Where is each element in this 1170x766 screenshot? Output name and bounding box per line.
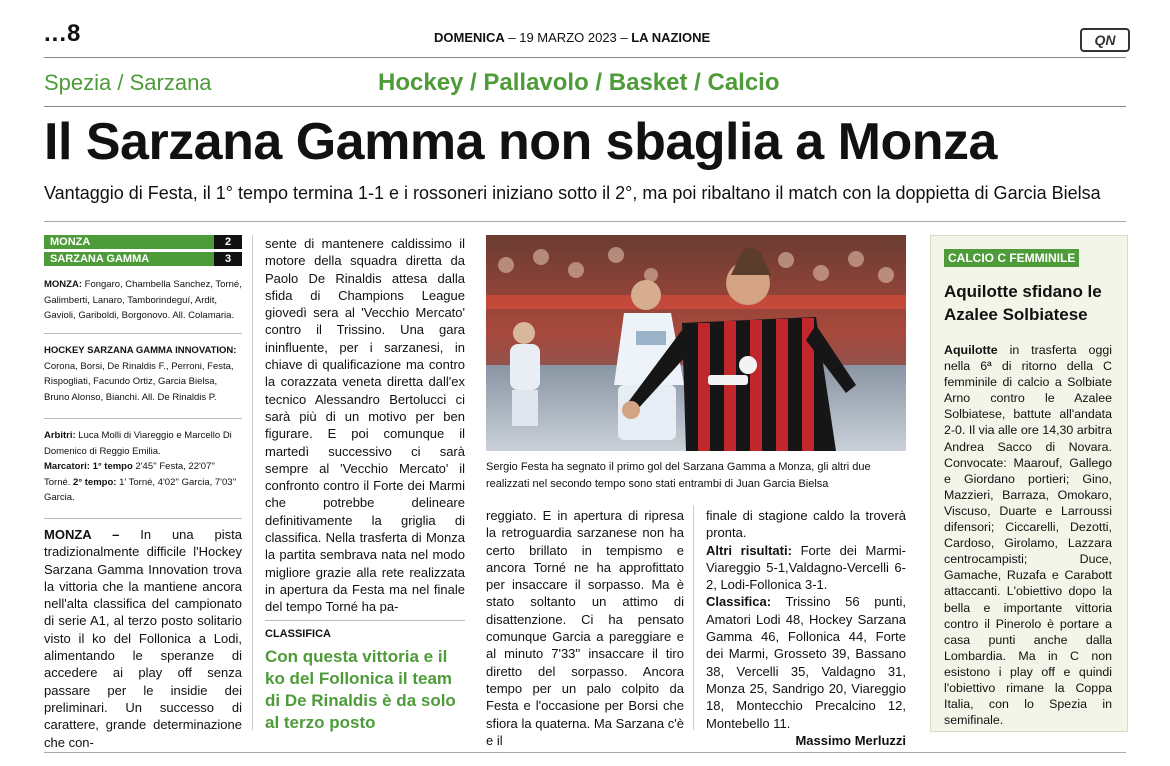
article-col-1-text: In una pista tradizionalmente difficile l'Hockey Sarzana Gamma Innovation trova la vittoria che la mantiene ancora nell'alta classifica del campionato di serie A1, al terzo posto solitario visto il ko del Follonica a Lodi, alimentando le speranze di accedere ai play off senza passare per le insidie dei preliminari. Un successo di carattere, grande determinazione che con- xyxy=(44,527,242,750)
monza-lineup-text: Fongaro, Chambella Sanchez, Torné, Galimberti, Lanaro, Tamborindeguí, Ardit, Gavioli, Gariboldi, Borgonovo. All. Colamaria. xyxy=(44,279,242,321)
divider xyxy=(44,418,242,419)
monza-lineup-label: MONZA: xyxy=(44,279,82,290)
marcatori-second: 1' Torné, 4'02'' Garcia, 7'03'' Garcia. xyxy=(44,476,237,503)
score-row-monza xyxy=(44,235,242,249)
classifica-text-label: Classifica: xyxy=(706,594,772,610)
column-separator xyxy=(252,235,253,730)
article-col-4 xyxy=(706,507,906,749)
match-officials xyxy=(44,428,242,506)
edition-date: – 19 MARZO 2023 – xyxy=(504,30,632,45)
classifica-text: Trissino 56 punti, Amatori Lodi 48, Hockey Sarzana Gamma 46, Follonica 44, Forte dei Marmi, Grosseto 39, Bassano 38, Vercelli 35, Valdagno 31, Monza 25, Sandrigo 20, Viareggio 18, Montecchio Precalcino 12, Montebello 11. xyxy=(706,594,906,731)
match-photo xyxy=(486,235,906,451)
column-separator xyxy=(693,505,694,730)
newspaper-name: LA NAZIONE xyxy=(631,30,711,45)
team-score: 2 xyxy=(214,235,242,249)
marcatori-label: Marcatori: 1° tempo xyxy=(44,461,133,472)
hockey-photo xyxy=(486,235,906,451)
arbitri-text: Luca Molli di Viareggio e Marcello Di Domenico di Reggio Emilia. xyxy=(44,430,232,457)
divider xyxy=(265,620,465,621)
arbitri-label: Arbitri: xyxy=(44,430,76,441)
edition-day: DOMENICA xyxy=(434,30,505,45)
sports-kicker: Hockey / Pallavolo / Basket / Calcio xyxy=(378,69,780,96)
sidebar-text xyxy=(944,342,1112,728)
qn-logo: QN xyxy=(1080,28,1130,52)
article-col-2: sente di mantenere caldissimo il motore della squadra diretta da Paolo De Rinaldis attesa dalla sfida di Champions League giovedì sera al 'Vecchio Mercato' contro il Trissino. Una gara ininfluente, per i sarzanesi, in chiave di qualificazione ma contro la corazzata veneta diretta dall'ex tecnico Alessandro Bertolucci ci sarà più di un motivo per ben figurare. E poi comunque il martedì successivo ci sarà sempre al 'Vecchio Mercato' il confronto contro il Forte dei Marmi che potrebbe delineare definitivamente la griglia di classifica. Nella trasferta di Monza la partita sembrava nata nel modo migliore grazie alla rete realizzata in apertura da Festa ma nel finale del tempo Torné ha pa- xyxy=(265,236,465,615)
subhead-rule xyxy=(44,221,1126,222)
sarzana-lineup-label: HOCKEY SARZANA GAMMA INNOVATION: xyxy=(44,345,237,356)
altri-risultati-label: Altri risultati: xyxy=(706,542,792,558)
score-row-sarzana xyxy=(44,252,242,266)
page-number: ...8 xyxy=(44,20,82,47)
bottom-rule xyxy=(44,752,1126,753)
divider xyxy=(44,333,242,334)
marcatori-first: 2'45'' Festa, 22'07'' Torné. xyxy=(44,461,215,488)
classifica-highlight: Con questa vittoria e il ko del Follonica il team di De Rinaldis è da solo al terzo posto xyxy=(265,647,456,732)
divider xyxy=(44,518,242,519)
sidebar-tag: CALCIO C FEMMINILE xyxy=(944,249,1079,267)
team-name: MONZA xyxy=(50,236,91,248)
top-rule xyxy=(44,57,1126,58)
section-title: Spezia / Sarzana xyxy=(44,70,212,95)
headline: Il Sarzana Gamma non sbaglia a Monza xyxy=(44,113,997,171)
sidebar-body: in trasferta oggi nella 6ª di ritorno della C femminile di calcio a Solbiate Arno contro le Azalee Solbiatese, battute all'andata 2-0. Il via alle ore 14,30 arbitra Andrea Sacco di Novara. Convocate: Maarouf, Gallego e Giordano portieri; Gino, Mazzieri, Barraza, Omokaro, Viscuso, Duarte e Larroussi difensori; Ciccarelli, Dezotti, Cardoso, Girolamo, Lazzara centrocampisti; Duce, Gamache, Ruzafa e Carabott attaccanti. L'obiettivo dopo la bella e importante vittoria contro il Pinerolo è portare a casa punti anche dalla Lombardia. Ma in C non esistono i play off e quindi l'obiettivo rimane la Coppa Italia, con lo Spezia in semifinale. xyxy=(944,343,1112,728)
altri-risultati-text: Forte dei Marmi-Viareggio 5-1,Valdagno-Vercelli 6-2, Lodi-Follonica 3-1. xyxy=(706,542,906,593)
sidebar-lead: Aquilotte xyxy=(944,343,998,357)
marcatori-second-label: 2° tempo: xyxy=(73,476,117,488)
subheadline: Vantaggio di Festa, il 1° tempo termina 1-1 e i rossoneri iniziano sotto il 2°, ma poi ribaltano il match con la doppietta di Garcia Bielsa xyxy=(44,183,1101,203)
edition-line xyxy=(434,30,710,45)
kicker-rule xyxy=(44,106,1126,107)
article-col-3: reggiato. E in apertura di ripresa la retroguardia sarzanese non ha certo brillato in tempismo e ancora Torné ne ha approfittato per insaccare il sorpasso. Ma è stato soltanto un attimo di disattenzione. Ci ha pensato comunque Garcia a pareggiare e al minuto 7'33'' insaccare il tiro diretto del sorpasso. Ancora tempo per un palo colpito da Festa e l'occasione per Borsi che sfiora la quaterna. Ma Sarzana c'è e il xyxy=(486,508,684,748)
monza-lineup xyxy=(44,277,242,324)
article-col-4-text: finale di stagione caldo la troverà pronta. xyxy=(706,508,906,541)
photo-caption: Sergio Festa ha segnato il primo gol del Sarzana Gamma a Monza, gli altri due realizzati nel secondo tempo sono stati entrambi di Juan Garcia Bielsa xyxy=(486,461,871,490)
dateline: MONZA – xyxy=(44,527,120,542)
sarzana-lineup-text: Corona, Borsi, De Rinaldis F., Perroni, Festa, Rispogliati, Facundo Ortiz, Garcia Bielsa, Bruno Alonso, Bianchi. All. De Rinaldis P. xyxy=(44,360,234,403)
author-byline: Massimo Merluzzi xyxy=(795,732,906,748)
article-col-1 xyxy=(44,526,242,751)
team-name: SARZANA GAMMA xyxy=(50,253,150,265)
team-score: 3 xyxy=(214,252,242,266)
sarzana-lineup xyxy=(44,343,242,405)
sidebar-title: Aquilotte sfidano le Azalee Solbiatese xyxy=(944,282,1102,324)
classifica-label: CLASSIFICA xyxy=(265,628,331,640)
